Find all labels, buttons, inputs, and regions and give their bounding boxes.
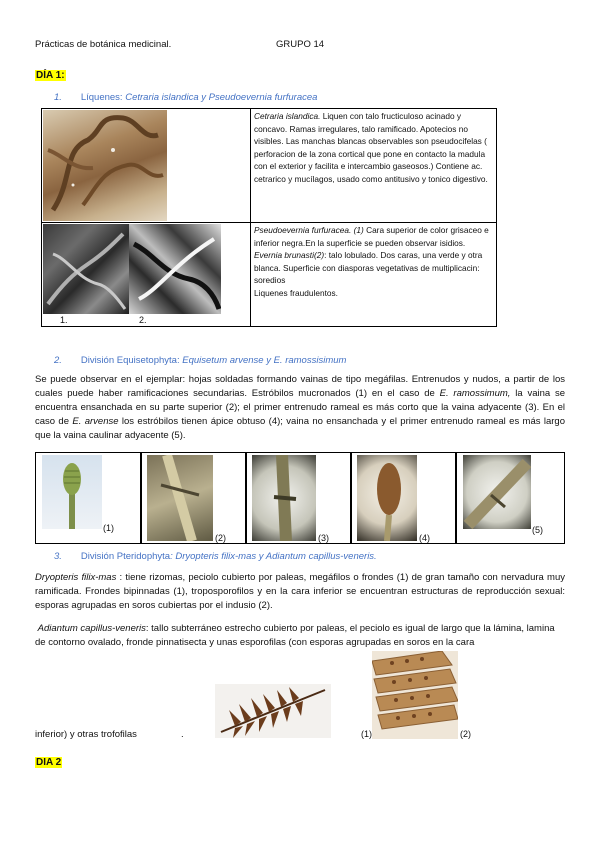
section3-heading: 3. División Pteridophyta: Dryopteris filix-mas y Adiantum capillus-veneris.	[54, 551, 377, 562]
equisetum-sheath-photo-2	[147, 455, 213, 541]
divider	[350, 452, 352, 544]
equisetum-sheath-photo-5	[463, 455, 531, 529]
pseudoevernia-photo-1	[43, 224, 129, 314]
document-header-right: GRUPO 14	[276, 39, 325, 50]
pseudoevernia-description: Pseudoevernia furfuracea. (1) Cara superior de color grisaceo e inferior negra.En la superficie se pueden observar isidios. Evernia brunasti(2): talo lobulado. Dos caras, una verde y otra blanca. Superficie con diasporas vegetativas de multiplicacin: soredios Liquenes fraudulentos.	[254, 225, 489, 298]
photo-label-2: (2)	[460, 729, 471, 739]
section1-heading: 1. Líquenes: Cetraria islandica y Pseudoevernia furfuracea	[54, 92, 318, 103]
day1-label: DÍA 1:	[36, 70, 65, 81]
photo-label-3: (3)	[318, 533, 329, 543]
document-header-left: Prácticas de botánica medicinal.	[35, 39, 172, 50]
photo-label-4: (4)	[419, 533, 430, 543]
photo-label-1: 1.	[60, 315, 68, 325]
equisetum-strobilus-photo-1	[42, 455, 102, 529]
divider	[140, 452, 142, 544]
dryopteris-paragraph: Dryopteris filix-mas : tiene rizomas, peciolo cubierto por paleas, megáfilos o frondes (1) de gran tamaño con nervadura muy ramificada. Frondes bipinnadas (1), troposporofilos y en la cara inferior se encuentran estructuras de reproducción sexual: esporas agrupadas en soros cubiertas por el indusio (2).	[35, 572, 565, 611]
photo-label-1: (1)	[103, 523, 114, 533]
adiantum-paragraph-tail: inferior) y otras trofofilas	[35, 729, 137, 740]
day2-label: DIA 2	[36, 757, 62, 768]
evernia-photo-2	[129, 224, 221, 314]
adiantum-paragraph: Adiantum capillus-veneris: tallo subterráneo estrecho cubierto por paleas, el peciolo es igual de largo que la lámina, lamina de contorno ovalado, fronde pinnatisecta y unas esporofilas (con esporas agrupadas en soros en la cara	[35, 623, 555, 648]
photo-label-5: (5)	[532, 525, 543, 535]
divider	[245, 452, 247, 544]
punctuation-dot: .	[181, 729, 184, 740]
equisetum-strobilus-photo-4	[357, 455, 417, 541]
photo-label-1: (1)	[361, 729, 372, 739]
adiantum-frond-photo	[215, 684, 331, 738]
dryopteris-sori-photo	[372, 651, 458, 739]
cetraria-islandica-photo	[43, 110, 167, 221]
equisetum-paragraph: Se puede observar en el ejemplar: hojas soldadas formando vainas de tipo megáfilas. Entrenudos y nudos, a partir de los cuales puede haber ramificaciones secundarias. Estróbilos mucronados (1) en el caso de E. ramossimum, la vaina se encuentra ensanchada en su parte superior (2); el primer entrenudo rameal es más corto que la vaina adyacente (3). En el caso de E. arvense los estróbilos tienen ápice obtuso (4); vaina no ensanchada y el primer entrenudo rameal es más largo que la vaina caulinar adyacente (5).	[35, 374, 566, 441]
cetraria-description: Cetraria islandica. Liquen con talo fructiculoso acinado y concavo. Ramas irregulares, talo ramificado. Apotecios no visibles. Las manchas blancas observables son pseudocifelas ( perforacion de la zona cortical que pone en contacto la madula con el exterior y facilita e intercambio gaseosos.) Contiene ac. cetrarico y mucílagos, usado como antitusivo y tonico digestivo.	[254, 111, 488, 184]
photo-label-2: 2.	[139, 315, 147, 325]
section2-heading: 2. División Equisetophyta: Equisetum arvense y E. ramossisimum	[54, 355, 347, 366]
photo-label-2: (2)	[215, 533, 226, 543]
equisetum-internode-photo-3	[252, 455, 316, 541]
divider	[455, 452, 457, 544]
